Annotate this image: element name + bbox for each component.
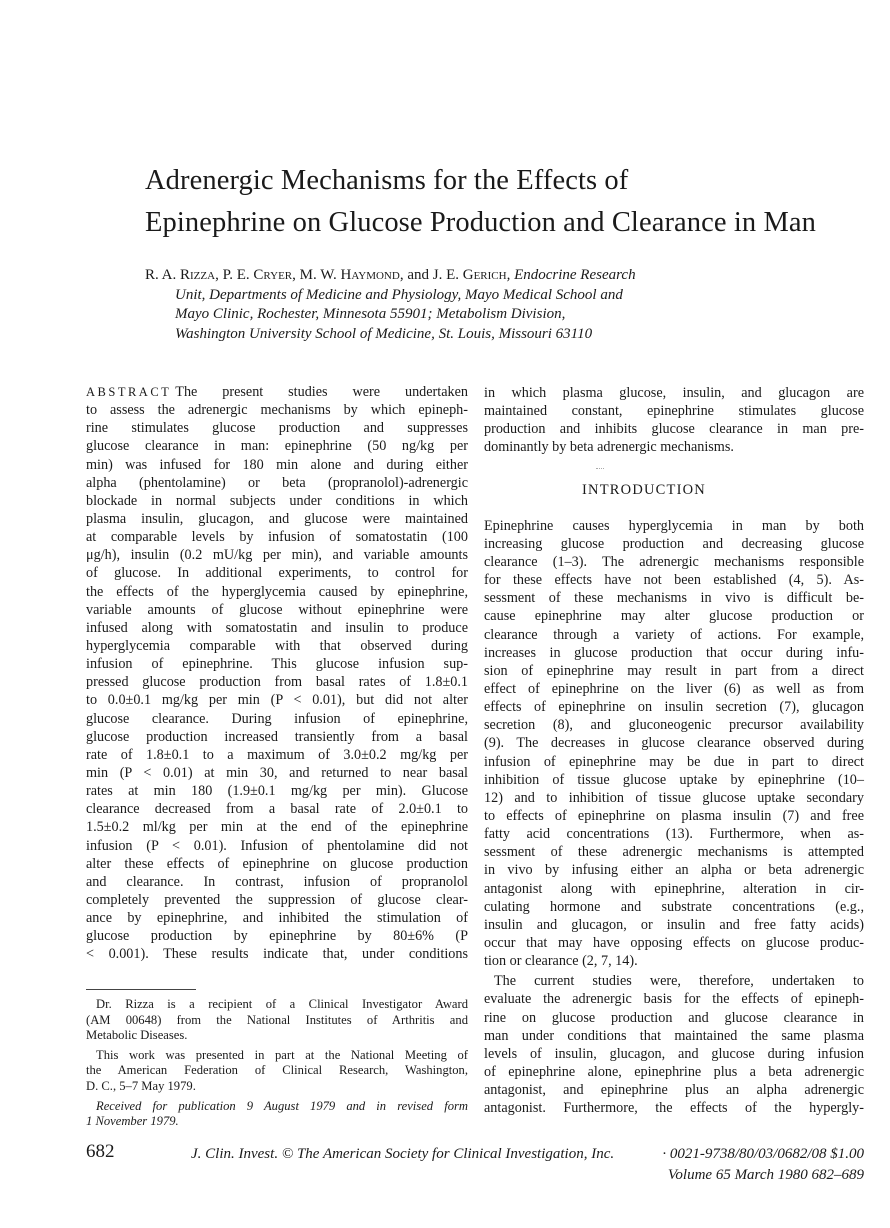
author-block — [145, 266, 865, 344]
abstract-line: and clearance. In contrast, infusion of propranolol — [86, 873, 468, 890]
footnote-line: D. C., 5–7 May 1979. — [86, 1078, 196, 1093]
abstract-column — [86, 383, 468, 964]
abstract-line: hyperglycemia comparable with that observed during — [86, 637, 468, 654]
footnote-divider — [86, 989, 196, 990]
article-title — [145, 160, 865, 244]
author-separator: , — [292, 267, 300, 283]
paragraph-line: infusion of epinephrine may be due in part to direct — [484, 753, 864, 770]
abstract-line: infused along with somatostatin and insulin to produce — [86, 619, 468, 636]
footnote-line: the American Federation of Clinical Research, Washington, — [86, 1063, 468, 1078]
right-column — [484, 384, 864, 1117]
abstract-line: the effects of the hyperglycemia caused by epinephrine, — [86, 583, 468, 600]
abstract-line: min) was infused for 180 min alone and during either — [86, 456, 468, 473]
paragraph-line: secretion (8), and gluconeogenic precursor availability — [484, 717, 864, 734]
paragraph-line: insulin and glucagon, or insulin and free fatty acids) — [484, 916, 864, 933]
abstract-line: < 0.001). These results indicate that, under conditions — [86, 946, 468, 963]
abstract-line: infusion (P < 0.01). Infusion of phentolamine did not — [86, 837, 468, 854]
paragraph-line: sessment of these mechanisms in vivo is difficult be- — [484, 590, 864, 607]
journal-citation: J. Clin. Invest. © The American Society for Clinical Investigation, Inc. — [191, 1146, 615, 1162]
author-separator: , and — [399, 267, 433, 283]
abstract-line: maintained constant, epinephrine stimulates glucose — [484, 403, 864, 420]
paragraph-line: antagonist along with epinephrine, alteration in cir- — [484, 880, 864, 897]
author-name: R. A. Rizza — [145, 267, 216, 283]
abstract-line: glucose clearance in man: epinephrine (50 ng/kg per — [86, 438, 468, 455]
affiliation-text: , Endocrine Research — [506, 267, 636, 283]
abstract-line: pressed glucose production from basal rates of 1.8±0.1 — [86, 674, 468, 691]
paragraph-line: clearance through a variety of actions. For example, — [484, 626, 864, 643]
paragraph-line: The current studies were, therefore, undertaken to — [494, 973, 864, 990]
abstract-line: in which plasma glucose, insulin, and glucagon are — [484, 385, 864, 401]
paragraph-line: levels of insulin, glucagon, and glucose during infusion — [484, 1045, 864, 1062]
paragraph-line: culating hormone and substrate concentrations (e.g., — [484, 898, 864, 915]
author-name: M. W. Haymond — [299, 267, 400, 283]
footnote-line: Dr. Rizza is a recipient of a Clinical Investigator Award — [96, 997, 468, 1011]
section-heading-introduction: INTRODUCTION — [582, 481, 706, 498]
paragraph-line: sessment of these adrenergic mechanisms is attempted — [484, 844, 864, 861]
abstract-line: blockade in normal subjects under conditions in which — [86, 492, 468, 509]
footnotes — [86, 993, 468, 1130]
paragraph-line: fatty acid concentrations (13). Furthermore, when as- — [484, 826, 864, 843]
paragraph-line: sion of epinephrine may result in part from a direct — [484, 662, 864, 679]
paragraph-line: antagonist, and epinephrine plus an alpha adrenergic — [484, 1082, 864, 1099]
footnote-line: 1 November 1979. — [86, 1114, 179, 1129]
paragraph-line: occur that may have opposing effects on glucose produc- — [484, 934, 864, 951]
abstract-line: variable amounts of glucose without epinephrine were — [86, 601, 468, 618]
paragraph-line: (9). The decreases in glucose clearance observed during — [484, 735, 864, 752]
paragraph-line: rine on glucose production and glucose clearance in — [484, 1009, 864, 1026]
abstract-line: μg/h), insulin (0.2 mU/kg per min), and variable amounts — [86, 547, 468, 564]
paragraph-line: clearance (1–3). The adrenergic mechanisms responsible — [484, 554, 864, 570]
footnote-line: This work was presented in part at the National Meeting of — [96, 1047, 468, 1062]
abstract-line: to assess the adrenergic mechanisms by which epineph- — [86, 402, 468, 419]
abstract-line: at comparable levels by infusion of somatostatin (100 — [86, 529, 468, 546]
paragraph-line: evaluate the adrenergic basis for the effects of epineph- — [484, 991, 864, 1008]
abstract-line: ance by epinephrine, and inhibited the stimulation of — [86, 910, 468, 927]
abstract-line: completely prevented the suppression of glucose clear- — [86, 891, 468, 908]
abstract-line: dominantly by beta adrenergic mechanisms. — [484, 439, 734, 456]
author-name: J. E. Gerich — [432, 267, 507, 283]
paragraph-line: effect of epinephrine on the liver (6) as well as from — [484, 680, 864, 697]
paragraph-line: in vivo by infusing either an alpha or beta adrenergic — [484, 862, 864, 879]
abstract-line: of glucose. In additional experiments, to control for — [86, 565, 468, 582]
abstract-line: min (P < 0.01) at min 30, and returned to near basal — [86, 764, 468, 781]
abstract-line: 1.5±0.2 ml/kg per min at the end of the epinephrine — [86, 819, 468, 836]
abstract-line: infusion of epinephrine. This glucose infusion sup- — [86, 656, 468, 673]
affiliation-line: Washington University School of Medicine, St. Louis, Missouri 63110 — [175, 325, 593, 342]
paragraph-line: increases in glucose production that occur during infu- — [484, 644, 864, 661]
paragraph-line: 12) and to inhibition of tissue glucose uptake secondary — [484, 789, 864, 806]
title-line-1: Adrenergic Mechanisms for the Effects of — [145, 165, 629, 196]
abstract-text: The present studies were undertaken — [175, 384, 468, 400]
abstract-line: plasma insulin, glucagon, and glucose were maintained — [86, 510, 468, 527]
paragraph-line: to effects of epinephrine on plasma insulin (7) and free — [484, 807, 864, 824]
footnote-line: Metabolic Diseases. — [86, 1028, 188, 1043]
abstract-line: alter these effects of epinephrine on glucose production — [86, 855, 468, 872]
paragraph-line: cause epinephrine may alter glucose production or — [484, 608, 864, 625]
paragraph-line: man under conditions that maintained the same plasma — [484, 1027, 864, 1044]
volume-info: Volume 65 March 1980 682–689 — [667, 1167, 864, 1183]
abstract-line: glucose clearance. During infusion of epinephrine, — [86, 710, 468, 727]
page-number: 682 — [86, 1141, 115, 1162]
abstract-line: rate of 1.8±0.1 to a maximum of 3.0±0.2 mg/kg per — [86, 746, 468, 763]
author-separator: , — [215, 267, 223, 283]
paragraph-line: effects of epinephrine on insulin secretion (7), glucagon — [484, 699, 864, 716]
abstract-line: rine stimulates glucose production and suppresses — [86, 420, 468, 437]
paragraph-line: inhibition of tissue glucose uptake by epinephrine (10– — [484, 771, 864, 788]
author-name: P. E. Cryer — [222, 267, 293, 283]
abstract-line — [86, 383, 468, 401]
abstract-line: alpha (phentolamine) or beta (propranolol)-adrenergic — [86, 474, 468, 491]
paragraph-line: antagonist. Furthermore, the effects of the hypergly- — [484, 1100, 864, 1117]
paragraph-line: Epinephrine causes hyperglycemia in man by both — [484, 517, 864, 534]
abstract-line: clearance decreased from a basal rate of 2.0±0.1 to — [86, 801, 468, 818]
footnote-line: Received for publication 9 August 1979 and in revised form — [96, 1098, 468, 1113]
paragraph-line: increasing glucose production and decreasing glucose — [484, 535, 864, 552]
abstract-line: glucose production increased transiently from a basal — [86, 728, 468, 745]
paragraph-line: of epinephrine alone, epinephrine plus a beta adrenergic — [484, 1063, 864, 1080]
abstract-line: glucose production by epinephrine by 80±6% (P — [86, 928, 468, 945]
article-code: · 0021-9738/80/03/0682/08 $1.00 — [662, 1146, 864, 1162]
abstract-line: rates at min 180 (1.9±0.1 mg/kg per min). Glucose — [86, 783, 468, 800]
author-line-1 — [145, 266, 865, 286]
footnote-line: (AM 00648) from the National Institutes of Arthritis and — [86, 1012, 468, 1027]
affiliation-line: Mayo Clinic, Rochester, Minnesota 55901; Metabolism Division, — [175, 306, 566, 322]
paragraph-line: for these effects have not been established (4, 5). As- — [484, 572, 864, 589]
abstract-heading: ABSTRACT — [86, 385, 172, 399]
affiliation-line: Unit, Departments of Medicine and Physiology, Mayo Medical School and — [175, 286, 623, 303]
paragraph-line: tion or clearance (2, 7, 14). — [484, 953, 638, 970]
title-line-2: Epinephrine on Glucose Production and Clearance in Man — [145, 207, 817, 238]
abstract-line: to 0.0±0.1 mg/kg per min (P < 0.01), but did not alter — [86, 692, 468, 709]
abstract-line: production and inhibits glucose clearance in man pre- — [484, 421, 864, 438]
